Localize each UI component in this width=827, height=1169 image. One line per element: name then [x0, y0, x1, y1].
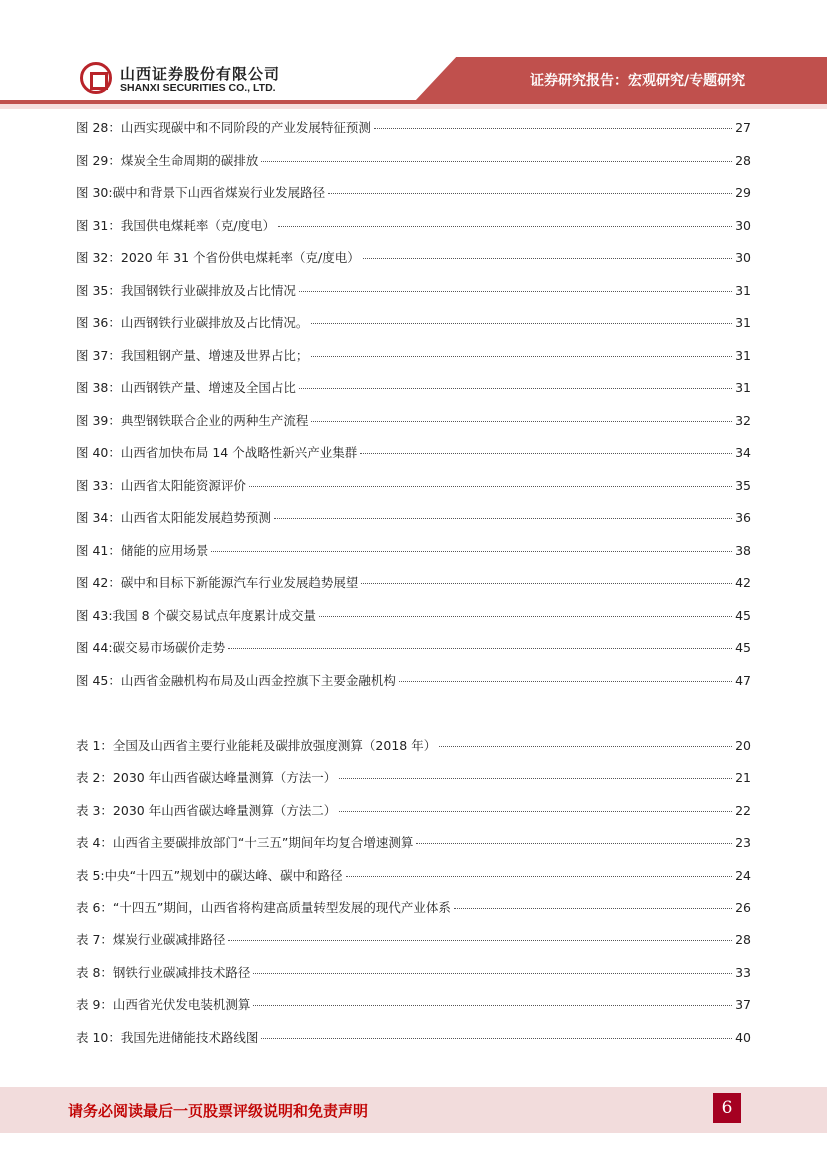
- toc-leader-dots: [228, 648, 732, 649]
- toc-page-number: 47: [735, 672, 751, 688]
- toc-page-number: 32: [735, 412, 751, 428]
- toc-entry-label: 图 31：我国供电煤耗率（克/度电）: [76, 217, 276, 233]
- toc-page-number: 28: [735, 152, 751, 168]
- toc-leader-dots: [416, 843, 732, 844]
- toc-leader-dots: [374, 128, 732, 129]
- toc-leader-dots: [311, 421, 732, 422]
- table-toc-entry[interactable]: [76, 801, 751, 821]
- toc-entry-label: 表 8：钢铁行业碳减排技术路径: [76, 964, 251, 980]
- toc-entry-label: 表 3：2030 年山西省碳达峰量测算（方法二）: [76, 802, 337, 818]
- toc-entry-label: 图 38：山西钢铁产量、增速及全国占比: [76, 380, 296, 395]
- figure-toc-entry[interactable]: [76, 183, 751, 203]
- toc-entry-label: 图 32：2020 年 31 个省份供电煤耗率（克/度电）: [76, 250, 360, 265]
- figure-toc-entry[interactable]: [76, 573, 751, 593]
- toc-page-number: 24: [735, 867, 751, 883]
- toc-page-number: 29: [735, 185, 751, 200]
- toc-entry-label: 图 37：我国粗钢产量、增速及世界占比；: [76, 347, 309, 363]
- toc-leader-dots: [274, 518, 732, 519]
- page-number: 6: [713, 1093, 741, 1123]
- toc-entry-label: 图 45：山西省金融机构布局及山西金控旗下主要金融机构: [76, 672, 396, 688]
- toc-page-number: 38: [735, 542, 751, 558]
- toc-entry-label: 表 9：山西省光伏发电装机测算: [76, 997, 251, 1013]
- toc-entry-label: 图 39：典型钢铁联合企业的两种生产流程: [76, 412, 309, 428]
- toc-entry-label: 表 10：我国先进储能技术路线图: [76, 1029, 259, 1045]
- table-toc-entry[interactable]: [76, 736, 751, 756]
- toc-page-number: 27: [735, 120, 751, 135]
- toc-leader-dots: [439, 746, 732, 747]
- toc-entry-label: 图 33：山西省太阳能资源评价: [76, 477, 246, 493]
- toc-page-number: 30: [735, 217, 751, 233]
- toc-entry-label: 图 36：山西钢铁行业碳排放及占比情况。: [76, 315, 309, 330]
- company-name-cn: 山西证券股份有限公司: [120, 65, 281, 83]
- figure-toc-entry[interactable]: [76, 118, 751, 138]
- toc-leader-dots: [261, 1038, 732, 1039]
- toc-leader-dots: [261, 161, 732, 162]
- toc-entry-label: 图 40：山西省加快布局 14 个战略性新兴产业集群: [76, 445, 358, 460]
- toc-leader-dots: [253, 973, 732, 974]
- figure-toc-entry[interactable]: [76, 313, 751, 333]
- toc-entry-label: 表 6：“十四五”期间，山西省将构建高质量转型发展的现代产业体系: [76, 900, 451, 915]
- toc-page-number: 35: [735, 477, 751, 493]
- toc-entry-label: 表 2：2030 年山西省碳达峰量测算（方法一）: [76, 770, 337, 786]
- toc-page-number: 21: [735, 770, 751, 786]
- toc-page-number: 30: [735, 250, 751, 265]
- figure-toc-entry[interactable]: [76, 541, 751, 561]
- toc-leader-dots: [211, 551, 732, 552]
- table-toc-entry[interactable]: [76, 866, 751, 886]
- toc-page-number: 37: [735, 997, 751, 1013]
- toc-entry-label: 图 42：碳中和目标下新能源汽车行业发展趋势展望: [76, 575, 359, 590]
- toc-page-number: 22: [735, 802, 751, 818]
- toc-entry-label: 图 35：我国钢铁行业碳排放及占比情况: [76, 282, 296, 298]
- toc-entry-label: 图 44:碳交易市场碳价走势: [76, 640, 226, 655]
- figure-toc-entry[interactable]: [76, 606, 751, 626]
- figure-toc-entry[interactable]: [76, 248, 751, 268]
- table-toc-entry[interactable]: [76, 963, 751, 983]
- figure-toc-entry[interactable]: [76, 281, 751, 301]
- toc-page-number: 31: [735, 380, 751, 395]
- toc-entry-label: 表 5:中央“十四五”规划中的碳达峰、碳中和路径: [76, 867, 343, 883]
- toc-entry-label: 图 29：煤炭全生命周期的碳排放: [76, 152, 259, 168]
- report-type: 证券研究报告：宏观研究/专题研究: [530, 73, 746, 89]
- company-logo-icon: [80, 62, 112, 94]
- figure-toc-entry[interactable]: [76, 443, 751, 463]
- toc-entry-label: 图 43:我国 8 个碳交易试点年度累计成交量: [76, 607, 316, 623]
- figure-toc-entry[interactable]: [76, 216, 751, 236]
- toc-leader-dots: [360, 453, 732, 454]
- toc-entry-label: 表 7：煤炭行业碳减排路径: [76, 932, 226, 948]
- table-toc-entry[interactable]: [76, 930, 751, 950]
- figure-toc-entry[interactable]: [76, 671, 751, 691]
- company-name-en: SHANXI SECURITIES CO., LTD.: [120, 82, 276, 94]
- figure-toc-entry[interactable]: [76, 346, 751, 366]
- toc-page-number: 33: [735, 964, 751, 980]
- toc-leader-dots: [346, 876, 733, 877]
- figure-toc-entry[interactable]: [76, 508, 751, 528]
- toc-leader-dots: [339, 778, 732, 779]
- figure-toc-entry[interactable]: [76, 151, 751, 171]
- toc-entry-label: 图 28：山西实现碳中和不同阶段的产业发展特征预测: [76, 120, 371, 135]
- toc-leader-dots: [311, 356, 732, 357]
- table-toc-entry[interactable]: [76, 768, 751, 788]
- toc-page-number: 36: [735, 510, 751, 525]
- table-toc-entry[interactable]: [76, 995, 751, 1015]
- figure-toc-entry[interactable]: [76, 378, 751, 398]
- toc-leader-dots: [253, 1005, 732, 1006]
- toc-page-number: 26: [735, 900, 751, 915]
- figure-toc-entry[interactable]: [76, 411, 751, 431]
- toc-entry-label: 表 1：全国及山西省主要行业能耗及碳排放强度测算（2018 年）: [76, 738, 437, 753]
- toc-page-number: 34: [735, 445, 751, 460]
- toc-leader-dots: [228, 940, 732, 941]
- toc-leader-dots: [454, 908, 732, 909]
- toc-leader-dots: [361, 583, 732, 584]
- toc-leader-dots: [339, 811, 732, 812]
- toc-page-number: 23: [735, 835, 751, 851]
- toc-page-number: 31: [735, 315, 751, 330]
- toc-entry-label: 图 41：储能的应用场景: [76, 542, 209, 558]
- table-toc-entry[interactable]: [76, 898, 751, 918]
- toc-leader-dots: [311, 323, 732, 324]
- toc-entry-label: 图 30:碳中和背景下山西省煤炭行业发展路径: [76, 185, 326, 200]
- toc-page-number: 45: [735, 607, 751, 623]
- footer-disclaimer: 请务必阅读最后一页股票评级说明和免责声明: [68, 1102, 369, 1120]
- toc-entry-label: 图 34：山西省太阳能发展趋势预测: [76, 510, 271, 525]
- toc-entry-label: 表 4：山西省主要碳排放部门“十三五”期间年均复合增速测算: [76, 835, 414, 851]
- toc-leader-dots: [328, 193, 732, 194]
- toc-page-number: 45: [735, 640, 751, 655]
- toc-leader-dots: [249, 486, 732, 487]
- toc-page-number: 20: [735, 738, 751, 753]
- toc-leader-dots: [299, 388, 732, 389]
- header-divider-shadow: [0, 104, 827, 109]
- toc-page-number: 31: [735, 282, 751, 298]
- toc-leader-dots: [299, 291, 732, 292]
- figure-toc-entry[interactable]: [76, 476, 751, 496]
- toc-leader-dots: [399, 681, 732, 682]
- toc-page-number: 40: [735, 1029, 751, 1045]
- table-toc-entry[interactable]: [76, 1028, 751, 1048]
- toc-page-number: 42: [735, 575, 751, 590]
- toc-leader-dots: [278, 226, 732, 227]
- toc-page-number: 28: [735, 932, 751, 948]
- toc-leader-dots: [363, 258, 732, 259]
- table-toc-entry[interactable]: [76, 833, 751, 853]
- figure-toc-entry[interactable]: [76, 638, 751, 658]
- toc-leader-dots: [319, 616, 732, 617]
- toc-page-number: 31: [735, 347, 751, 363]
